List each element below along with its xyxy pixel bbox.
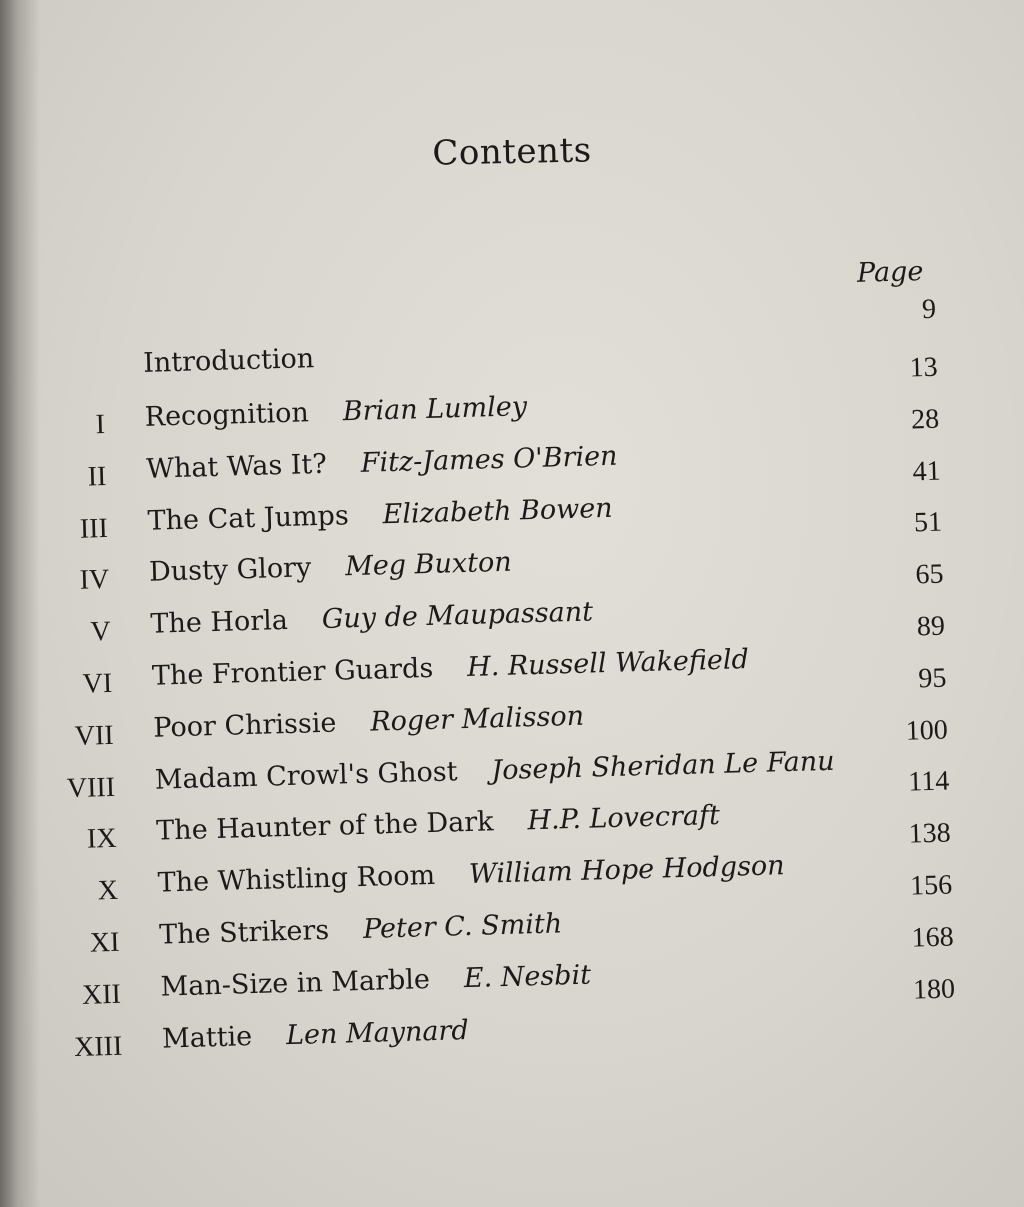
story-title: Recognition [144,397,310,433]
story-title: Mattie [161,1020,253,1055]
story-title: Dusty Glory [148,552,312,589]
story-title: The Strikers [158,914,330,951]
story-line [156,800,720,847]
story-author: Roger Malisson [369,700,585,738]
story-line [150,597,593,640]
story-line [159,908,563,950]
story-author: Brian Lumley [342,391,528,428]
story-line [157,850,785,898]
story-page-number: 95 [917,662,947,695]
title-author-gap [327,472,361,473]
chapter-numeral: VI [82,667,113,700]
story-page-number: 100 [905,714,949,747]
story-page-number: 41 [912,455,941,488]
story-author: William Hope Hodgson [468,850,786,891]
title-author-gap [329,938,363,939]
story-page-number: 156 [909,869,953,902]
story-page-number: 168 [911,921,955,954]
story-title: Madam Crowl's Ghost [154,755,458,796]
introduction-title: Introduction [142,343,315,379]
story-line [149,547,512,588]
title-author-gap [252,1044,286,1045]
chapter-numeral: VIII [66,771,116,804]
story-author: Meg Buxton [344,547,513,583]
story-line [144,391,527,433]
story-line [162,1015,469,1055]
story-line [152,644,750,692]
story-page-number: 89 [916,610,946,643]
story-line [154,745,834,795]
chapter-numeral: VII [74,719,115,752]
chapter-numeral: V [90,616,112,648]
story-title: The Whistling Room [157,860,436,899]
chapter-numeral: XII [81,978,122,1011]
story-author: Elizabeth Bowen [382,492,613,530]
story-page-number: 114 [907,765,950,799]
story-author: Len Maynard [285,1014,470,1051]
story-page-number: 28 [910,403,940,436]
story-title: The Horla [150,605,289,640]
title-author-gap [430,987,464,988]
contents-heading: Contents [432,130,592,174]
title-author-gap [433,676,467,677]
chapter-numeral: I [95,408,106,441]
story-title: The Cat Jumps [147,499,350,537]
title-author-gap [458,779,492,780]
story-page-number: 65 [915,558,944,591]
story-page-number: 138 [908,817,952,850]
title-author-gap [494,830,528,831]
story-page-number: 51 [913,507,943,539]
story-author: H. Russell Wakefield [466,644,750,683]
story-page-number: 13 [909,351,939,384]
title-author-gap [311,576,345,577]
story-title: The Frontier Guards [151,652,434,692]
story-title: Man-Size in Marble [160,963,431,1003]
story-title: The Haunter of the Dark [155,806,494,848]
title-author-gap [337,730,371,731]
story-line [147,492,613,536]
title-author-gap [349,523,383,524]
story-author: Fitz-James O'Brien [360,440,618,479]
story-line [146,440,618,484]
story-line [160,959,591,1002]
chapter-numeral: II [87,460,107,493]
page-column-label: Page [856,256,924,289]
introduction-page: 9 [921,293,937,326]
chapter-numeral: IX [86,823,117,856]
title-author-gap [288,628,322,629]
story-author: H.P. Lovecraft [527,800,721,837]
title-author-gap [309,420,343,421]
story-title: What Was It? [145,448,328,485]
story-author: E. Nesbit [463,959,592,994]
chapter-numeral: XIII [73,1030,123,1063]
story-page-number: 180 [912,973,956,1006]
story-title: Poor Chrissie [153,707,337,744]
chapter-numeral: IV [79,564,110,597]
story-author: Peter C. Smith [362,908,563,945]
chapter-numeral: X [97,874,119,907]
story-author: Joseph Sheridan Le Fanu [490,745,835,786]
title-author-gap [435,883,469,884]
story-line [153,701,584,744]
chapter-numeral: III [79,512,109,545]
story-author: Guy de Maupassant [321,596,594,636]
chapter-numeral: XI [89,926,120,959]
